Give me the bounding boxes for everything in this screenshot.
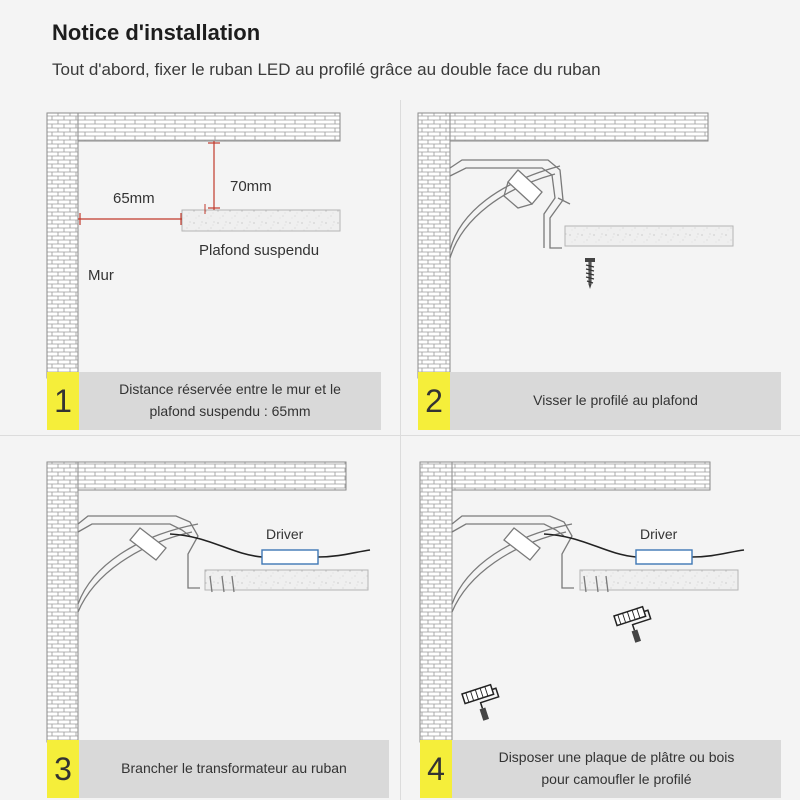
paint-roller-icon bbox=[462, 683, 504, 724]
step-1-text-line2: plafond suspendu : 65mm bbox=[149, 403, 311, 419]
step-1-panel bbox=[0, 100, 400, 435]
driver-box bbox=[262, 550, 318, 564]
step-1-text-line1: Distance réservée entre le mur et le bbox=[119, 381, 341, 398]
step-3-panel bbox=[0, 436, 400, 800]
led-cable bbox=[170, 534, 262, 557]
driver-label: Driver bbox=[640, 526, 678, 542]
driver-label: Driver bbox=[266, 526, 304, 542]
step-4-panel bbox=[400, 436, 800, 800]
step-3-text: Brancher le transformateur au ruban bbox=[79, 740, 389, 798]
step-4-text-line1: Disposer une plaque de plâtre ou bois bbox=[498, 749, 735, 766]
step-1-text bbox=[79, 372, 381, 430]
wall bbox=[47, 113, 78, 378]
wall-label: Mur bbox=[88, 267, 114, 284]
step-2-caption bbox=[418, 372, 781, 430]
aluminium-profile bbox=[450, 160, 570, 258]
step-4-text bbox=[452, 740, 781, 798]
power-cable bbox=[318, 550, 370, 557]
step-2-number: 2 bbox=[418, 372, 450, 430]
step-1-caption bbox=[47, 372, 381, 430]
step-4-text-line2: pour camoufler le profilé bbox=[541, 771, 692, 787]
step-2-text: Visser le profilé au plafond bbox=[450, 372, 781, 430]
step-4-number: 4 bbox=[420, 740, 452, 798]
step-3-number: 3 bbox=[47, 740, 79, 798]
page-title: Notice d'installation bbox=[52, 20, 261, 45]
ceiling-label: Plafond suspendu bbox=[199, 242, 320, 259]
step-4-caption bbox=[420, 740, 781, 798]
ceiling-slab bbox=[78, 113, 340, 141]
suspended-ceiling-board bbox=[182, 210, 340, 231]
dimension-65mm-label: 65mm bbox=[113, 190, 155, 207]
step-2-panel bbox=[400, 100, 800, 435]
paint-roller-icon bbox=[614, 605, 656, 646]
page-subtitle: Tout d'abord, fixer le ruban LED au profilé grâce au double face du ruban bbox=[52, 60, 601, 79]
step-3-caption bbox=[47, 740, 389, 798]
step-1-number: 1 bbox=[47, 372, 79, 430]
screw-icon bbox=[585, 258, 595, 289]
dimension-70mm-label: 70mm bbox=[230, 178, 272, 195]
